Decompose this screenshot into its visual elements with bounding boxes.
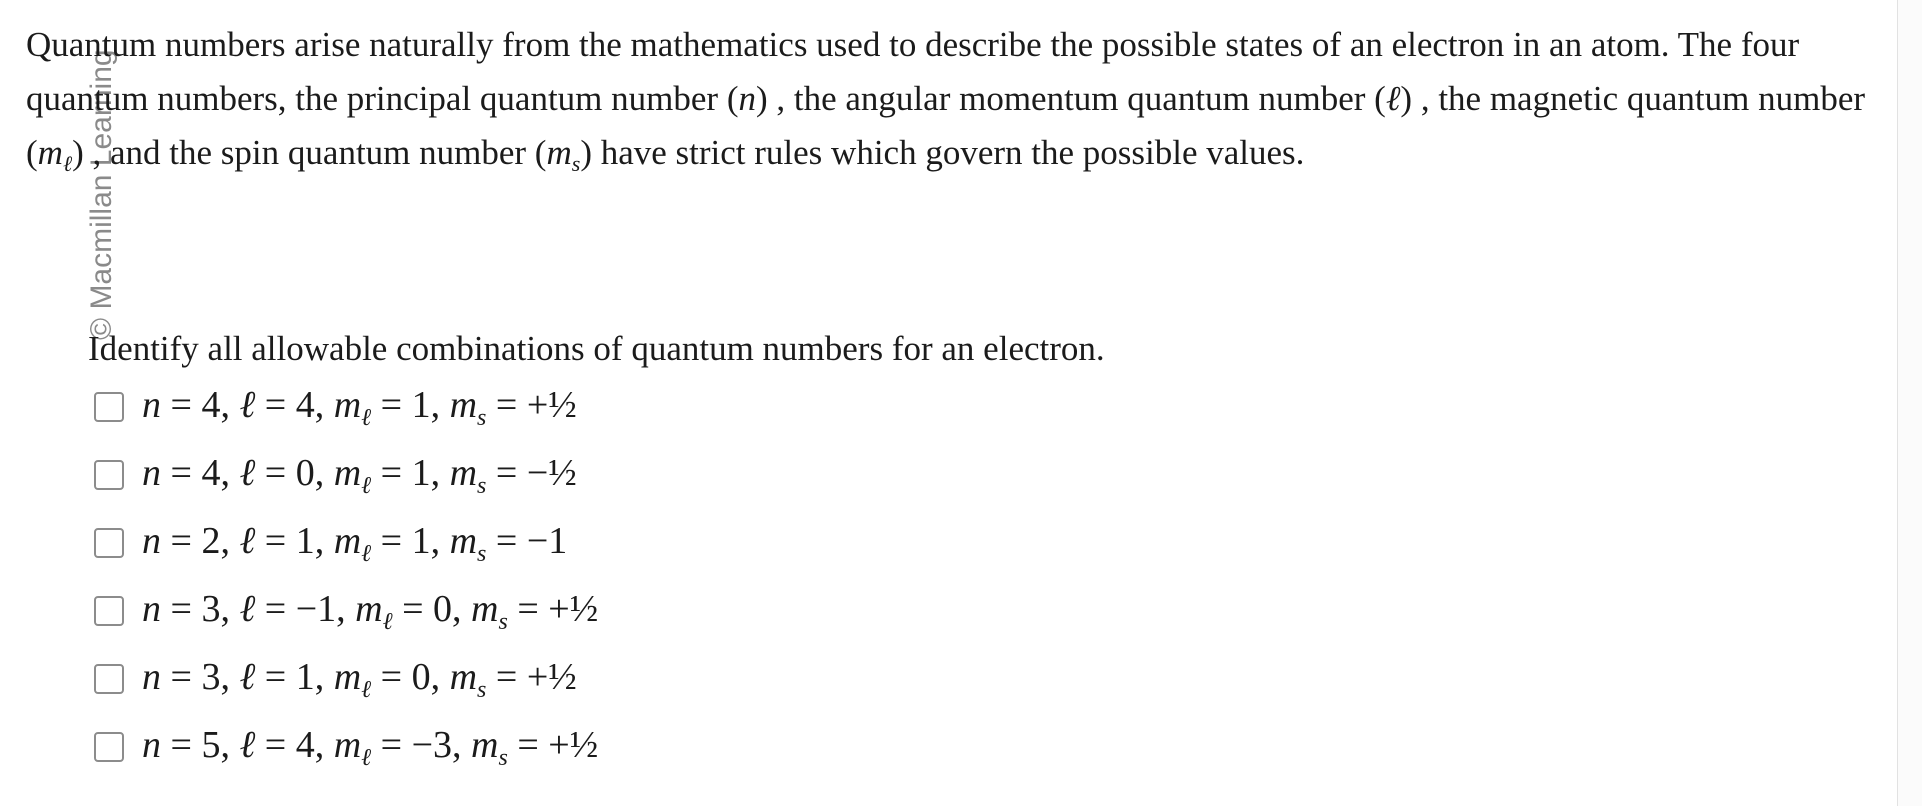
- question-prompt: Identify all allowable combinations of quantum numbers for an electron.: [88, 329, 1105, 368]
- option-label: n = 4, ℓ = 0, $m_\ell = 1$, $m_s$ = −½: [142, 451, 577, 499]
- answer-option[interactable]: [94, 509, 598, 577]
- option-label: n = 2, ℓ = 1, $m_\ell = 1$, $m_s = -1$: [142, 519, 568, 567]
- magnetic-symbol: $m_\ell$: [37, 133, 73, 176]
- intro-text-2: ) , the angular momentum quantum number (: [755, 79, 1386, 118]
- intro-text-5: ) have strict rules which govern the possible values.: [580, 133, 1305, 172]
- answer-option[interactable]: [94, 373, 598, 441]
- answer-option[interactable]: [94, 713, 598, 781]
- option-checkbox[interactable]: [94, 528, 124, 558]
- option-checkbox[interactable]: [94, 732, 124, 762]
- spin-symbol: $m_s$: [546, 133, 581, 176]
- answer-option[interactable]: [94, 645, 598, 713]
- option-checkbox[interactable]: [94, 664, 124, 694]
- angular-symbol: ℓ: [1385, 79, 1401, 118]
- intro-paragraph: [26, 18, 1866, 191]
- principal-symbol: n: [738, 79, 756, 118]
- option-label: n = 3, ℓ = −1, $m_\ell = 0$, $m_s$ = +½: [142, 587, 599, 635]
- answer-option[interactable]: [94, 577, 598, 645]
- option-checkbox[interactable]: [94, 596, 124, 626]
- answer-options: [94, 373, 598, 781]
- intro-text-4: ) , and the spin quantum number (: [72, 133, 547, 172]
- option-checkbox[interactable]: [94, 392, 124, 422]
- publisher-watermark: © Macmillan Learning: [85, 49, 118, 340]
- option-label: n = 5, ℓ = 4, $m_\ell = -3$, $m_s$ = +½: [142, 723, 599, 771]
- intro-text-1: Quantum numbers arise naturally from the mathematics used to describe the possible states of an electron in an atom. The four quantum numbers, the principal quantum number (: [26, 25, 1800, 118]
- option-label: n = 3, ℓ = 1, $m_\ell = 0$, $m_s$ = +½: [142, 655, 577, 703]
- option-label: n = 4, ℓ = 4, $m_\ell = 1$, $m_s$ = +½: [142, 383, 577, 431]
- intro-text-3: ) , the magnetic quantum number (: [26, 79, 1866, 172]
- answer-option[interactable]: [94, 441, 598, 509]
- option-checkbox[interactable]: [94, 460, 124, 490]
- scrollbar[interactable]: [1897, 0, 1922, 806]
